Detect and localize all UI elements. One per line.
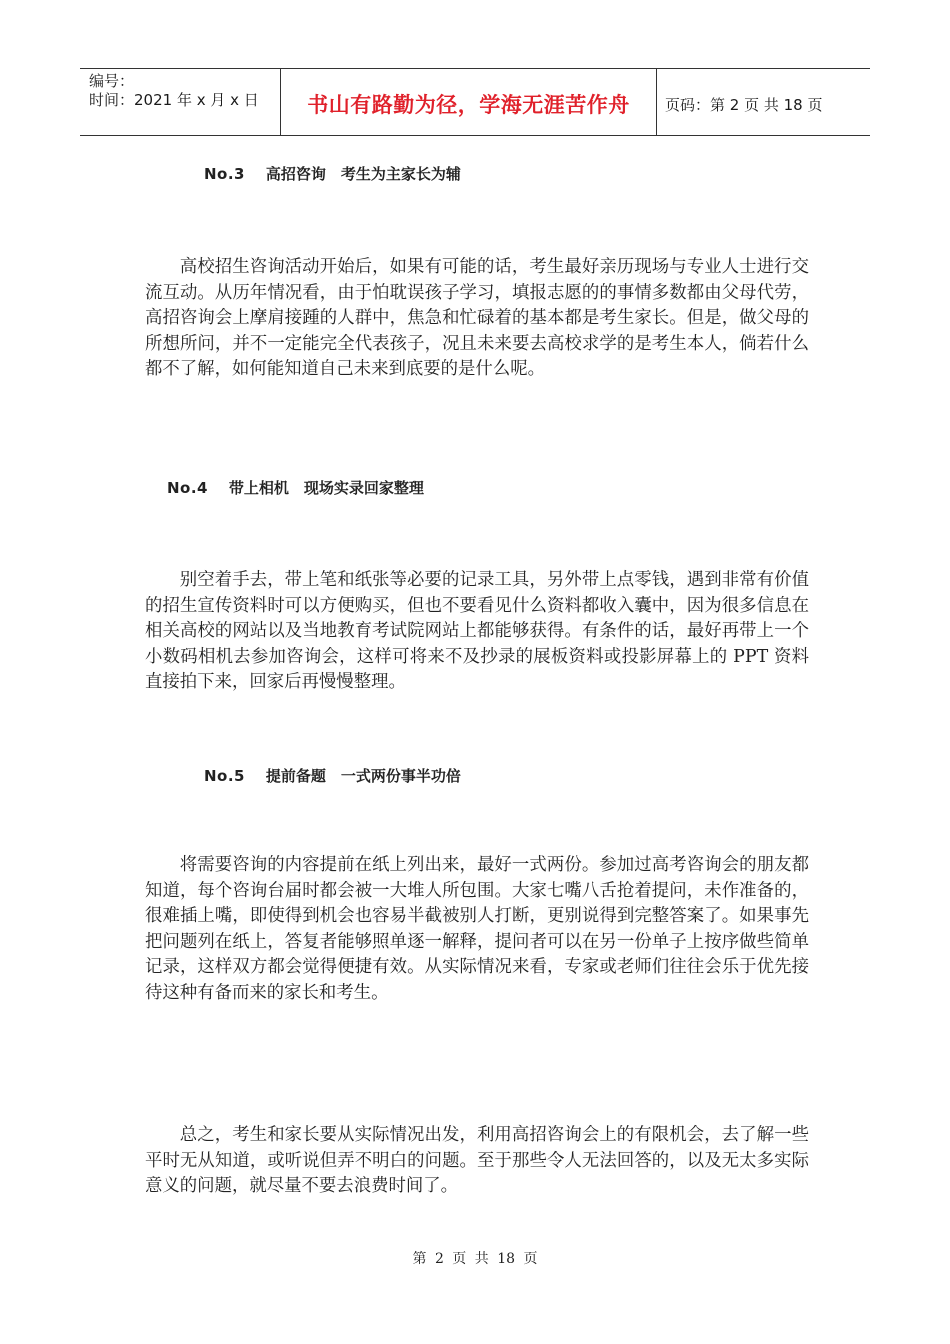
section-title: 带上相机 现场实录回家整理 (228, 479, 424, 497)
section-body-no5: 将需要咨询的内容提前在纸上列出来，最好一式两份。参加过高考咨询会的朋友都知道，每个咨询台届时都会被一大堆人所包围。大家七嘴八舌抢着提问，未作准备的，很难插上嘴，即使得到机会也容易半截被别人打断，更别说得到完整答案了。如果事先把问题列在纸上，答复者能够照单逐一解释，提问者可以在另一份单子上按序做些简单记录，这样双方都会觉得便捷有效。从实际情况来看，专家或老师们往往会乐于优先接待这种有备而来的家长和考生。 (145, 855, 809, 1003)
section-heading-no5 (204, 765, 461, 786)
section-title: 高招咨询 考生为主家长为辅 (265, 165, 461, 183)
motto: 书山有路勤为径，学海无涯苦作舟 (281, 69, 657, 135)
section-heading-no3 (204, 163, 461, 184)
section-number: No.4 (167, 479, 208, 497)
section-body-no4: 别空着手去，带上笔和纸张等必要的记录工具，另外带上点零钱，遇到非常有价值的招生宣传资料时可以方便购买，但也不要看见什么资料都收入囊中，因为很多信息在相关高校的网站以及当地教育考试院网站上都能够获得。有条件的话，最好再带上一个小数码相机去参加咨询会，这样可将来不及抄录的展板资料或投影屏幕上的 PPT 资料直接拍下来，回家后再慢慢整理。 (145, 570, 809, 692)
section-number: No.5 (204, 767, 245, 785)
conclusion-paragraph: 总之，考生和家长要从实际情况出发，利用高招咨询会上的有限机会，去了解一些平时无从知道，或听说但弄不明白的问题。至于那些令人无法回答的，以及无太多实际意义的问题，就尽量不要去浪费时间了。 (145, 1125, 809, 1196)
section-body-no3: 高校招生咨询活动开始后，如果有可能的话，考生最好亲历现场与专业人士进行交流互动。从历年情况看，由于怕耽误孩子学习，填报志愿的的事情多数都由父母代劳，高招咨询会上摩肩接踵的人群中，焦急和忙碌着的基本都是考生家长。但是，做父母的所想所问，并不一定能完全代表孩子，况且未来要去高校求学的是考生本人，倘若什么都不了解，如何能知道自己未来到底要的是什么呢。 (145, 257, 809, 379)
section-title: 提前备题 一式两份事半功倍 (265, 767, 461, 785)
header-left-cell (80, 69, 281, 135)
date-label: 时间：2021 年 x 月 x 日 (89, 91, 259, 109)
section-number: No.3 (204, 165, 245, 183)
code-label: 编号： (89, 72, 135, 90)
header-table (80, 68, 870, 136)
section-heading-no4 (167, 477, 424, 498)
page-footer: 第 2 页 共 18 页 (412, 1251, 538, 1267)
page-label: 页码：第 2 页 共 18 页 (665, 95, 823, 114)
